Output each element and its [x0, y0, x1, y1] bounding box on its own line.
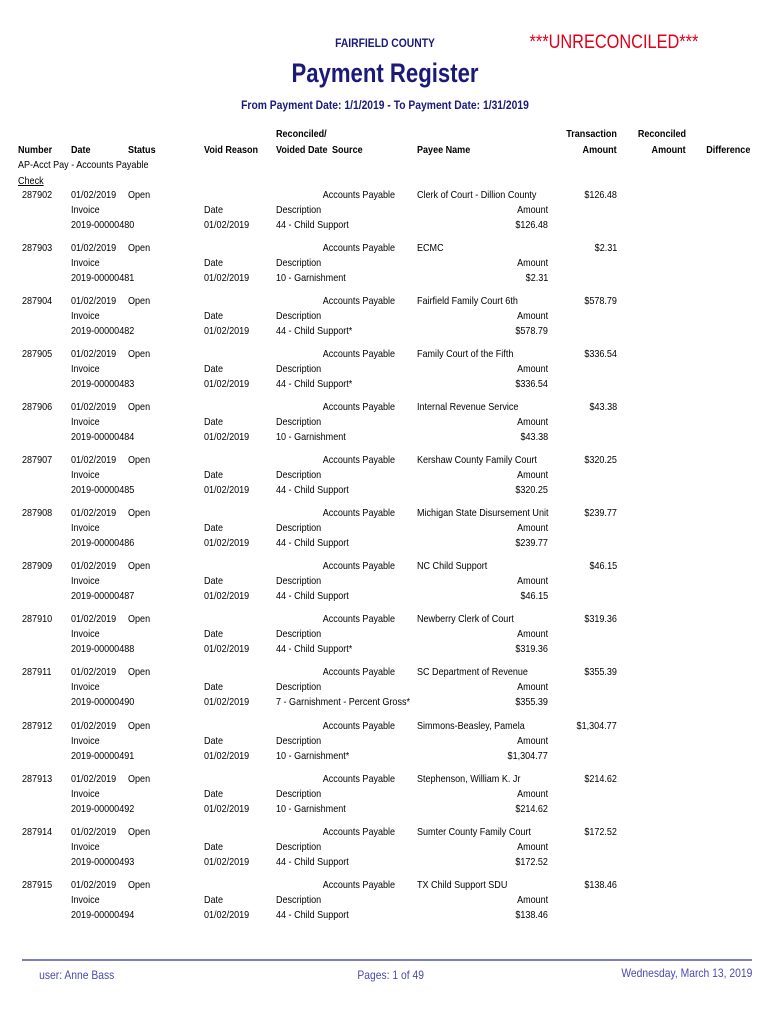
invoice-amount: $578.79	[515, 325, 548, 338]
col-source: Source	[332, 144, 363, 156]
check-source: Accounts Payable	[322, 719, 395, 732]
check-date: 01/02/2019	[71, 242, 117, 255]
check-source: Accounts Payable	[322, 295, 395, 308]
invoice-date-label: Date	[204, 416, 224, 429]
invoice-description: 44 - Child Support	[276, 908, 349, 921]
check-date: 01/02/2019	[71, 454, 117, 467]
check-date: 01/02/2019	[71, 507, 117, 520]
check-status: Open	[128, 613, 151, 626]
check-source: Accounts Payable	[322, 454, 395, 467]
check-status: Open	[128, 825, 151, 838]
description-label: Description	[276, 893, 322, 906]
check-number: 287913	[22, 772, 53, 785]
col-transaction-2: Amount	[582, 144, 617, 156]
invoice-date: 01/02/2019	[204, 537, 250, 550]
amount-label: Amount	[516, 310, 548, 323]
check-source: Accounts Payable	[322, 772, 395, 785]
check-row	[0, 560, 770, 613]
check-source: Accounts Payable	[322, 825, 395, 838]
check-row	[0, 454, 770, 507]
col-status: Status	[128, 144, 156, 156]
check-amount: $214.62	[584, 772, 617, 785]
amount-label: Amount	[516, 893, 548, 906]
invoice-number: 2019-00000482	[71, 325, 135, 338]
check-payee: Simmons-Beasley, Pamela	[417, 719, 525, 732]
invoice-amount: $46.15	[520, 590, 548, 603]
footer-date: Wednesday, March 13, 2019	[620, 966, 752, 980]
description-label: Description	[276, 575, 322, 588]
check-payee: Internal Revenue Service	[417, 401, 519, 414]
check-number: 287903	[22, 242, 53, 255]
invoice-label: Invoice	[71, 257, 100, 270]
check-date: 01/02/2019	[71, 613, 117, 626]
check-payee: ECMC	[417, 242, 444, 255]
invoice-date-label: Date	[204, 363, 224, 376]
invoice-number: 2019-00000481	[71, 272, 135, 285]
invoice-date: 01/02/2019	[204, 696, 250, 709]
invoice-label: Invoice	[71, 469, 100, 482]
check-number: 287902	[22, 189, 53, 201]
check-row	[0, 348, 770, 401]
invoice-date: 01/02/2019	[204, 855, 250, 868]
check-payee: Newberry Clerk of Court	[417, 613, 514, 626]
check-date: 01/02/2019	[71, 348, 117, 361]
invoice-date-label: Date	[204, 893, 224, 906]
account-group: AP-Acct Pay - Accounts Payable	[18, 159, 149, 171]
invoice-date: 01/02/2019	[204, 484, 250, 497]
invoice-date-label: Date	[204, 257, 224, 270]
invoice-number: 2019-00000488	[71, 643, 135, 656]
invoice-description: 44 - Child Support	[276, 484, 349, 497]
check-row	[0, 879, 770, 932]
invoice-number: 2019-00000491	[71, 749, 135, 762]
col-date: Date	[71, 144, 91, 156]
check-payee: NC Child Support	[417, 560, 488, 573]
invoice-description: 44 - Child Support*	[276, 325, 353, 338]
description-label: Description	[276, 681, 322, 694]
check-source: Accounts Payable	[322, 613, 395, 626]
invoice-date-label: Date	[204, 734, 224, 747]
check-payee: Stephenson, William K. Jr	[417, 772, 521, 785]
invoice-date: 01/02/2019	[204, 802, 250, 815]
check-status: Open	[128, 772, 151, 785]
check-payee: Kershaw County Family Court	[417, 454, 537, 467]
check-amount: $172.52	[584, 825, 617, 838]
amount-label: Amount	[516, 734, 548, 747]
check-status: Open	[128, 295, 151, 308]
description-label: Description	[276, 363, 322, 376]
invoice-date: 01/02/2019	[204, 643, 250, 656]
col-transaction-1: Transaction	[566, 128, 617, 140]
invoice-date-label: Date	[204, 575, 224, 588]
invoice-date-label: Date	[204, 628, 224, 641]
check-amount: $126.48	[584, 189, 617, 201]
check-source: Accounts Payable	[322, 242, 395, 255]
check-source: Accounts Payable	[322, 878, 395, 891]
check-number: 287908	[22, 507, 53, 520]
check-row	[0, 507, 770, 560]
invoice-number: 2019-00000493	[71, 855, 135, 868]
invoice-label: Invoice	[71, 522, 100, 535]
invoice-date-label: Date	[204, 681, 224, 694]
check-amount: $2.31	[594, 242, 617, 255]
description-label: Description	[276, 628, 322, 641]
invoice-label: Invoice	[71, 575, 100, 588]
description-label: Description	[276, 204, 322, 216]
check-amount: $578.79	[584, 295, 617, 308]
unreconciled-banner: ***UNRECONCILED***	[529, 32, 698, 53]
invoice-label: Invoice	[71, 787, 100, 800]
check-date: 01/02/2019	[71, 295, 117, 308]
check-number: 287910	[22, 613, 53, 626]
invoice-description: 10 - Garnishment	[276, 272, 346, 285]
invoice-description: 44 - Child Support	[276, 537, 349, 550]
check-payee: Clerk of Court - Dillion County	[417, 189, 537, 201]
check-date: 01/02/2019	[71, 825, 117, 838]
invoice-amount: $355.39	[515, 696, 548, 709]
description-label: Description	[276, 840, 322, 853]
check-group: Check	[18, 175, 44, 187]
invoice-description: 44 - Child Support*	[276, 378, 353, 391]
invoice-number: 2019-00000492	[71, 802, 135, 815]
invoice-number: 2019-00000483	[71, 378, 135, 391]
invoice-date-label: Date	[204, 204, 224, 216]
description-label: Description	[276, 310, 322, 323]
invoice-label: Invoice	[71, 628, 100, 641]
description-label: Description	[276, 469, 322, 482]
invoice-amount: $43.38	[520, 431, 548, 444]
check-source: Accounts Payable	[322, 507, 395, 520]
check-row	[0, 720, 770, 773]
invoice-description: 44 - Child Support	[276, 219, 349, 231]
check-row	[0, 666, 770, 719]
check-number: 287914	[22, 825, 53, 838]
check-date: 01/02/2019	[71, 878, 117, 891]
col-void-reason: Void Reason	[204, 144, 259, 156]
invoice-date: 01/02/2019	[204, 272, 250, 285]
invoice-date: 01/02/2019	[204, 590, 250, 603]
col-reconciled-2: Voided Date	[276, 144, 328, 156]
check-source: Accounts Payable	[322, 666, 395, 679]
invoice-date-label: Date	[204, 840, 224, 853]
county-name: FAIRFIELD COUNTY	[335, 36, 435, 50]
col-number: Number	[18, 144, 53, 156]
check-payee: Sumter County Family Court	[417, 825, 531, 838]
check-amount: $319.36	[584, 613, 617, 626]
check-status: Open	[128, 507, 151, 520]
amount-label: Amount	[516, 628, 548, 641]
check-date: 01/02/2019	[71, 772, 117, 785]
invoice-amount: $1,304.77	[507, 749, 548, 762]
invoice-amount: $214.62	[515, 802, 548, 815]
check-amount: $46.15	[589, 560, 617, 573]
invoice-amount: $2.31	[525, 272, 548, 285]
amount-label: Amount	[516, 522, 548, 535]
check-row	[0, 773, 770, 826]
check-amount: $320.25	[584, 454, 617, 467]
col-reconciled-1: Reconciled/	[276, 128, 327, 140]
check-row	[0, 242, 770, 295]
check-row	[0, 613, 770, 666]
col-difference: Difference	[705, 144, 750, 156]
check-amount: $43.38	[589, 401, 617, 414]
invoice-description: 44 - Child Support*	[276, 643, 353, 656]
invoice-label: Invoice	[71, 204, 100, 216]
check-source: Accounts Payable	[322, 401, 395, 414]
invoice-amount: $138.46	[515, 908, 548, 921]
amount-label: Amount	[516, 840, 548, 853]
invoice-label: Invoice	[71, 734, 100, 747]
invoice-number: 2019-00000494	[71, 908, 135, 921]
invoice-amount: $336.54	[515, 378, 548, 391]
col-payee-name: Payee Name	[417, 144, 471, 156]
check-status: Open	[128, 878, 151, 891]
check-status: Open	[128, 189, 151, 201]
check-payee: Fairfield Family Court 6th	[417, 295, 518, 308]
check-row	[0, 189, 770, 242]
footer-divider	[22, 959, 752, 961]
check-amount: $336.54	[584, 348, 617, 361]
invoice-label: Invoice	[71, 893, 100, 906]
date-range: From Payment Date: 1/1/2019 - To Payment Date: 1/31/2019	[241, 98, 529, 112]
check-number: 287905	[22, 348, 53, 361]
amount-label: Amount	[516, 681, 548, 694]
invoice-date: 01/02/2019	[204, 325, 250, 338]
check-source: Accounts Payable	[322, 189, 395, 201]
check-row	[0, 826, 770, 879]
invoice-number: 2019-00000485	[71, 484, 135, 497]
col-reconciled-amount-1: Reconciled	[637, 128, 686, 140]
invoice-date-label: Date	[204, 469, 224, 482]
invoice-date: 01/02/2019	[204, 749, 250, 762]
check-source: Accounts Payable	[322, 560, 395, 573]
invoice-number: 2019-00000486	[71, 537, 135, 550]
invoice-amount: $126.48	[515, 219, 548, 231]
invoice-amount: $319.36	[515, 643, 548, 656]
invoice-date: 01/02/2019	[204, 908, 250, 921]
invoice-number: 2019-00000490	[71, 696, 135, 709]
invoice-label: Invoice	[71, 840, 100, 853]
invoice-description: 44 - Child Support	[276, 855, 349, 868]
invoice-date: 01/02/2019	[204, 219, 250, 231]
description-label: Description	[276, 522, 322, 535]
amount-label: Amount	[516, 416, 548, 429]
check-number: 287906	[22, 401, 53, 414]
invoice-description: 7 - Garnishment - Percent Gross*	[276, 696, 410, 709]
invoice-date: 01/02/2019	[204, 378, 250, 391]
col-reconciled-amount-2: Amount	[651, 144, 686, 156]
amount-label: Amount	[516, 204, 548, 216]
check-status: Open	[128, 454, 151, 467]
check-number: 287909	[22, 560, 53, 573]
check-status: Open	[128, 242, 151, 255]
check-number: 287915	[22, 878, 53, 891]
invoice-label: Invoice	[71, 363, 100, 376]
description-label: Description	[276, 787, 322, 800]
check-status: Open	[128, 719, 151, 732]
check-date: 01/02/2019	[71, 189, 117, 201]
check-row	[0, 401, 770, 454]
invoice-amount: $320.25	[515, 484, 548, 497]
description-label: Description	[276, 416, 322, 429]
check-date: 01/02/2019	[71, 666, 117, 679]
invoice-description: 44 - Child Support	[276, 590, 349, 603]
invoice-description: 10 - Garnishment	[276, 431, 346, 444]
check-status: Open	[128, 666, 151, 679]
invoice-date: 01/02/2019	[204, 431, 250, 444]
invoice-date-label: Date	[204, 310, 224, 323]
invoice-number: 2019-00000480	[71, 219, 135, 231]
check-row	[0, 295, 770, 348]
check-amount: $355.39	[584, 666, 617, 679]
description-label: Description	[276, 257, 322, 270]
check-number: 287912	[22, 719, 53, 732]
footer-pages: Pages: 1 of 49	[357, 968, 424, 982]
invoice-number: 2019-00000484	[71, 431, 135, 444]
amount-label: Amount	[516, 257, 548, 270]
invoice-date-label: Date	[204, 787, 224, 800]
check-number: 287911	[22, 666, 52, 679]
amount-label: Amount	[516, 575, 548, 588]
check-payee: SC Department of Revenue	[417, 666, 528, 679]
check-status: Open	[128, 401, 151, 414]
check-amount: $239.77	[584, 507, 617, 520]
check-status: Open	[128, 348, 151, 361]
amount-label: Amount	[516, 469, 548, 482]
amount-label: Amount	[516, 363, 548, 376]
check-source: Accounts Payable	[322, 348, 395, 361]
amount-label: Amount	[516, 787, 548, 800]
invoice-description: 10 - Garnishment	[276, 802, 346, 815]
check-payee: Family Court of the Fifth	[417, 348, 514, 361]
invoice-label: Invoice	[71, 310, 100, 323]
check-amount: $1,304.77	[576, 719, 617, 732]
invoice-number: 2019-00000487	[71, 590, 135, 603]
invoice-description: 10 - Garnishment*	[276, 749, 350, 762]
check-date: 01/02/2019	[71, 560, 117, 573]
invoice-date-label: Date	[204, 522, 224, 535]
check-number: 287907	[22, 454, 53, 467]
description-label: Description	[276, 734, 322, 747]
report-title: Payment Register	[291, 58, 479, 88]
invoice-label: Invoice	[71, 416, 100, 429]
check-payee: TX Child Support SDU	[417, 878, 508, 891]
check-status: Open	[128, 560, 151, 573]
check-amount: $138.46	[584, 878, 617, 891]
invoice-amount: $239.77	[515, 537, 548, 550]
check-payee: Michigan State Disursement Unit	[417, 507, 549, 520]
footer-user: user: Anne Bass	[39, 968, 115, 982]
check-number: 287904	[22, 295, 53, 308]
invoice-label: Invoice	[71, 681, 100, 694]
invoice-amount: $172.52	[515, 855, 548, 868]
check-date: 01/02/2019	[71, 719, 117, 732]
check-date: 01/02/2019	[71, 401, 117, 414]
